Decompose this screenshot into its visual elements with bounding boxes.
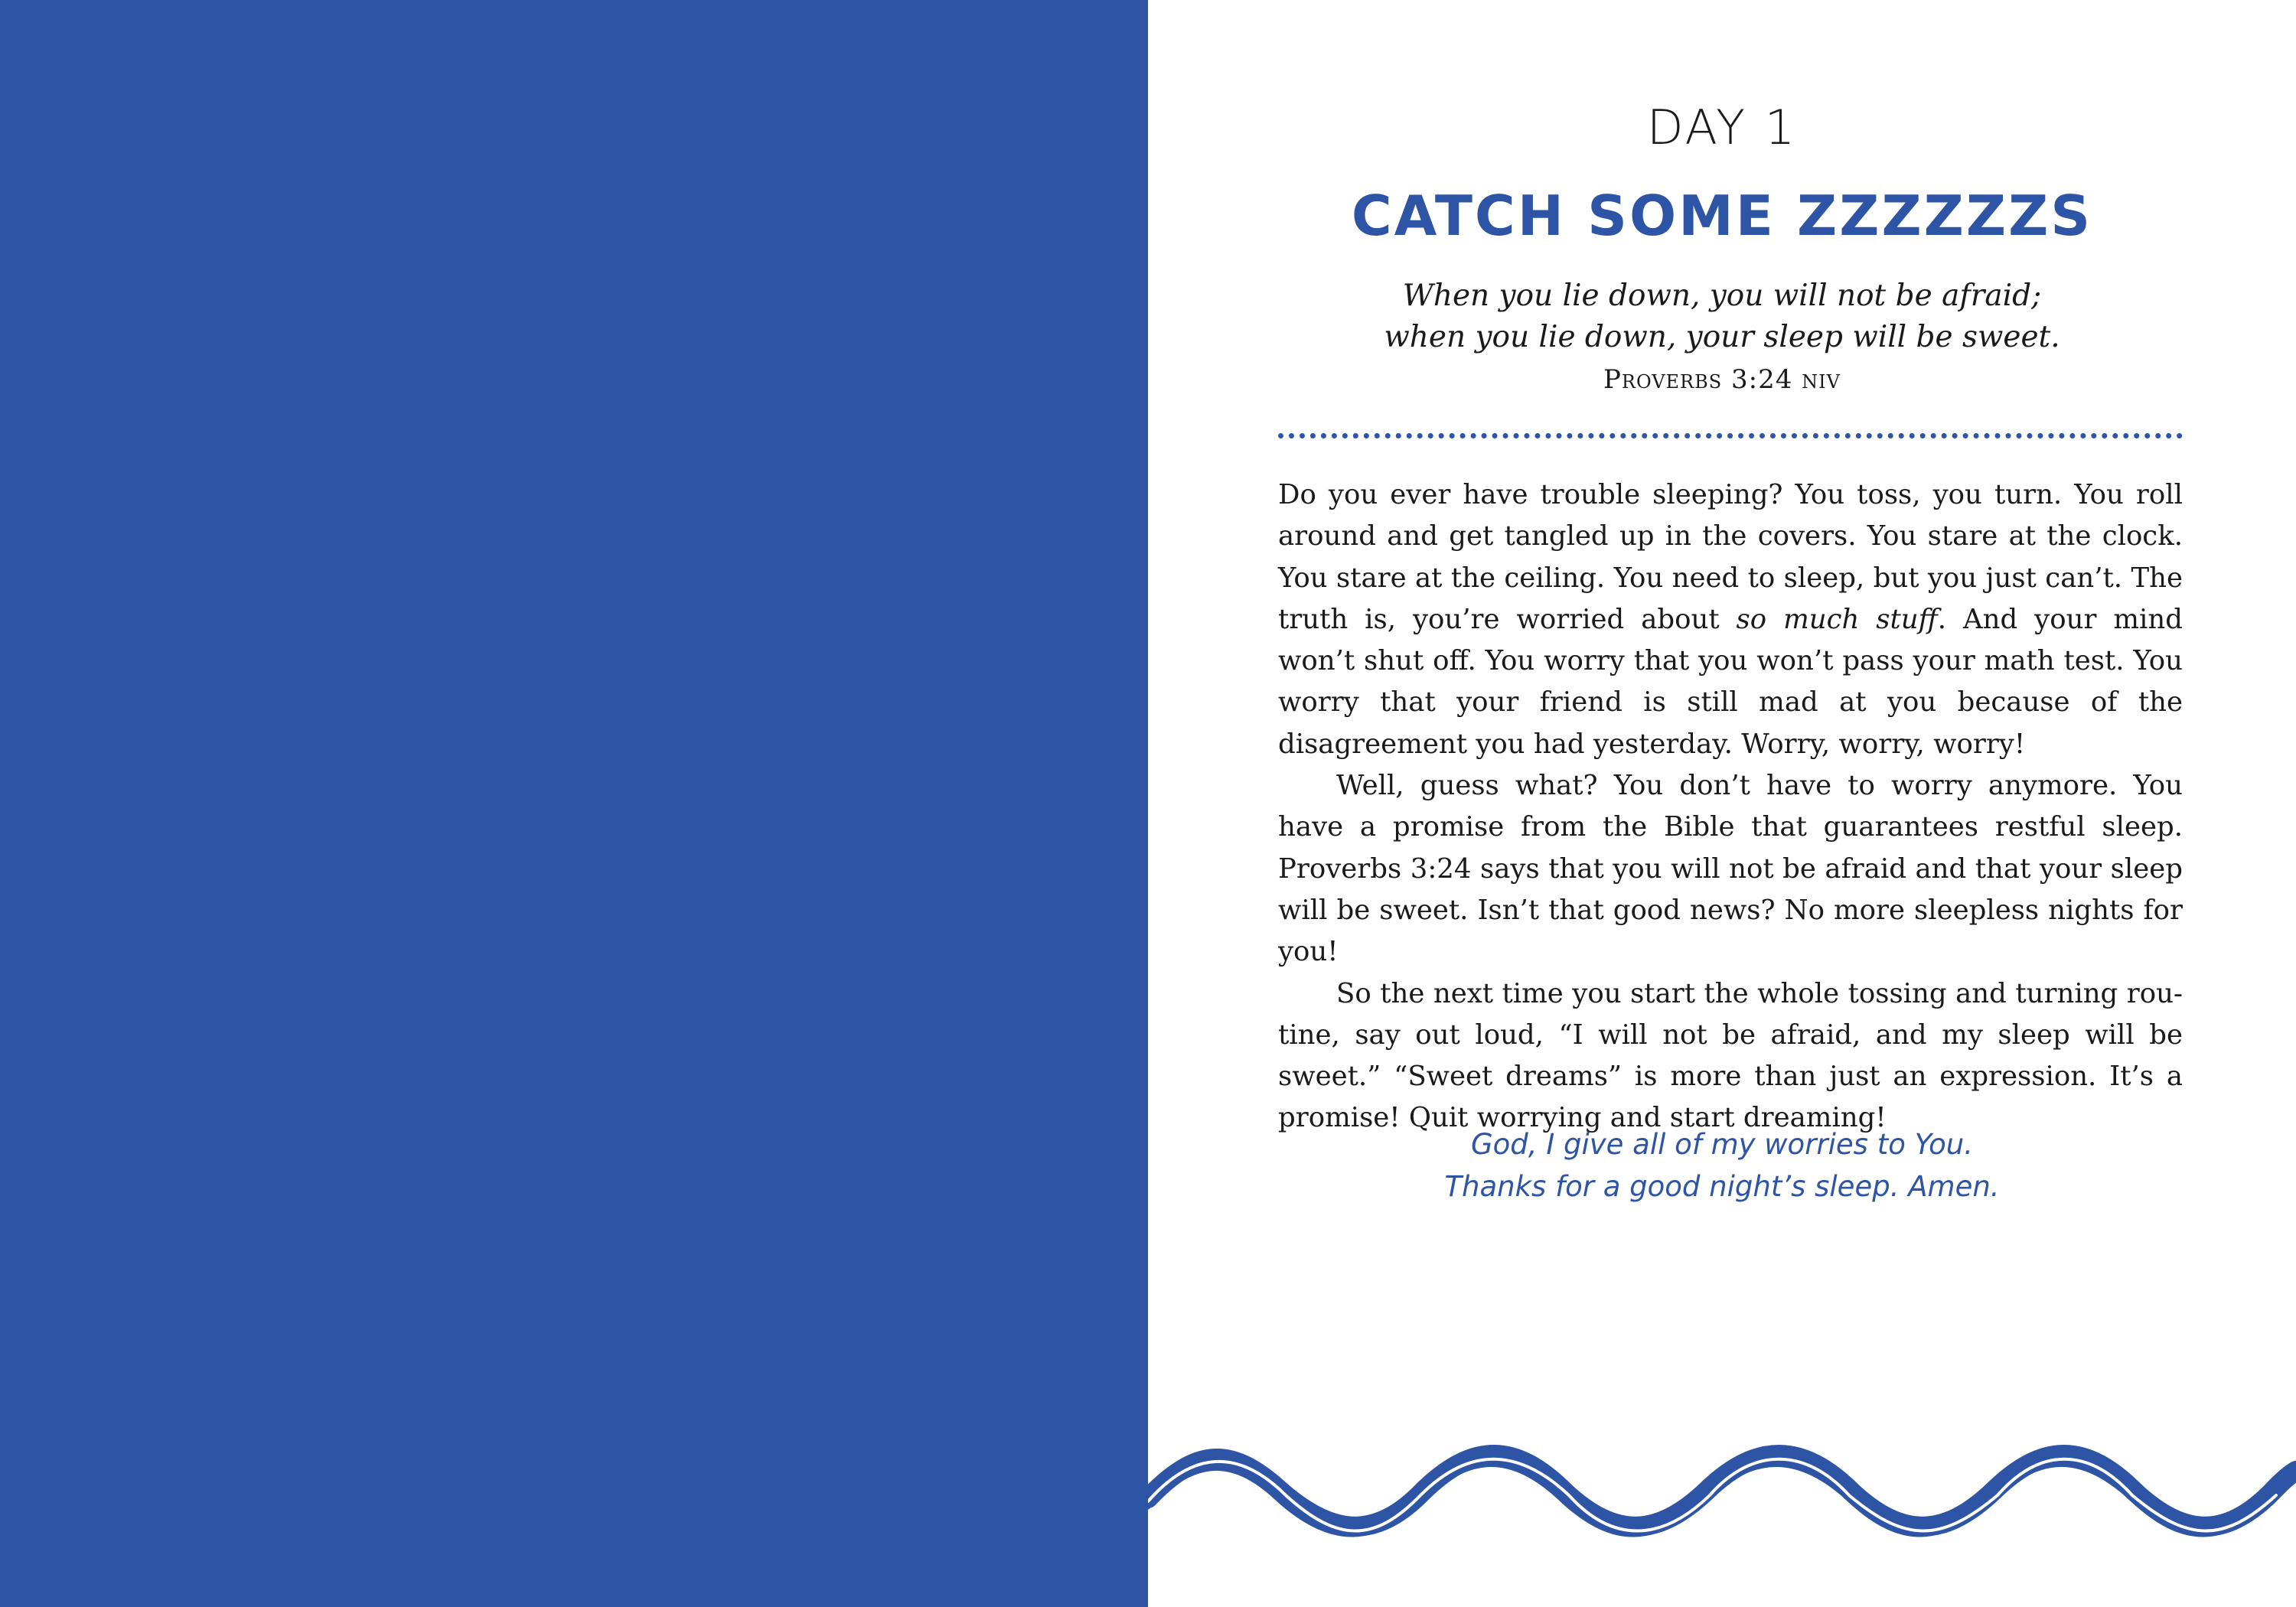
prayer-line-1: God, I give all of my worries to You. — [1471, 1128, 1973, 1161]
right-page — [1148, 0, 2296, 1607]
body-paragraph-3: So the next time you start the whole tossing and turning routine, say out loud, “I will not be afraid, and my sleep will be sweet.” “Sweet dreams” is more than just an expression. It’s a promise! Quit worrying and start dreaming! — [1278, 977, 2183, 1134]
devotional-body — [1278, 474, 2183, 1139]
dotted-divider — [1278, 433, 2183, 438]
verse-reference: Proverbs 3:24 niv — [1603, 364, 1841, 395]
wave-decoration — [1148, 1431, 2296, 1553]
verse-line-2: when you lie down, your sleep will be sweet. — [1384, 320, 2060, 354]
scripture-verse — [1148, 275, 2296, 358]
body-paragraph-1-emphasis: so much stuff — [1736, 603, 1938, 635]
body-paragraph-1-text-end: . And your mind won’t shut off. You worry that you won’t pass your math test. You worry that your friend is still mad at you because of the disagreement you had yesterday. Worry, worry, worry! — [1278, 603, 2183, 760]
body-paragraph-1-text: Do you ever have trouble sleeping? You toss, you turn. You roll around and get tangled up in the covers. You stare at the clock. You stare at the ceiling. You need to sleep, but you just can’t. The truth is, you’re worried about — [1278, 479, 2183, 635]
page-title: CATCH SOME ZZZZZZS — [1351, 184, 2093, 248]
prayer-line-2: Thanks for a good night’s sleep. Amen. — [1444, 1170, 2000, 1203]
verse-line-1: When you lie down, you will not be afraid; — [1402, 279, 2042, 313]
body-paragraph-2: Well, guess what? You don’t have to worry anymore. You have a promise from the Bible that guarantees restful sleep. Proverbs 3:24 says that you will not be afraid and that your sleep will be sweet. Isn’t that good news? No more sleepless nights for you! — [1278, 770, 2183, 968]
body-paragraph-1 — [1278, 474, 2183, 765]
closing-prayer — [1148, 1123, 2296, 1208]
day-label: DAY 1 — [1646, 99, 1798, 155]
